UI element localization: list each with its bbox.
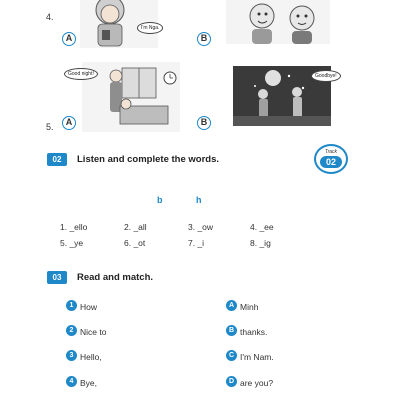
section-3-title: Read and match.: [77, 272, 154, 283]
option-b-item4[interactable]: B: [197, 32, 211, 46]
option-a-item5[interactable]: A: [62, 116, 76, 130]
track-number: 02: [320, 156, 342, 168]
option-b-item5[interactable]: B: [197, 116, 211, 130]
speech-bubble-good-night: Good night!: [64, 68, 98, 80]
letter-badge: B: [226, 325, 237, 336]
word-blank-4[interactable]: 4. _ee: [250, 222, 274, 232]
number-badge: 2: [66, 325, 77, 336]
word-blank-6[interactable]: 6. _ot: [124, 238, 146, 248]
match-right-text: I'm Nam.: [240, 352, 274, 362]
match-right-text: Minh: [240, 302, 259, 312]
letter-badge: C: [226, 350, 237, 361]
item-number-5: 5.: [46, 122, 54, 132]
word-blank-8[interactable]: 8. _ig: [250, 238, 271, 248]
word-blank-2[interactable]: 2. _all: [124, 222, 147, 232]
letter-badge: A: [226, 300, 237, 311]
match-left-text: Hello,: [80, 352, 102, 362]
option-a-item4[interactable]: A: [62, 32, 76, 46]
match-right-text: are you?: [240, 378, 274, 388]
section-2-number: 02: [47, 153, 67, 166]
match-left-text: Nice to: [80, 327, 107, 337]
section-3-number: 03: [47, 271, 67, 284]
word-blank-3[interactable]: 3. _ow: [188, 222, 214, 232]
number-badge: 4: [66, 376, 77, 387]
letter-h: h: [196, 195, 202, 205]
letter-b: b: [157, 195, 163, 205]
match-left-text: How: [80, 302, 98, 312]
word-blank-1[interactable]: 1. _ello: [60, 222, 88, 232]
picture-two-kids: [226, 0, 330, 44]
item-number-4: 4.: [46, 12, 54, 22]
word-blank-5[interactable]: 5. _ye: [60, 238, 84, 248]
number-badge: 3: [66, 350, 77, 361]
section-2-title: Listen and complete the words.: [77, 154, 219, 165]
speech-bubble-goodbye: Goodbye!: [311, 70, 341, 82]
match-right-text: thanks.: [240, 327, 268, 337]
track-badge[interactable]: [314, 144, 348, 174]
number-badge: 1: [66, 300, 77, 311]
word-blank-7[interactable]: 7. _i: [188, 238, 205, 248]
speech-bubble-nga: I'm Nga.: [137, 22, 163, 34]
track-label: Track: [324, 149, 338, 155]
match-left-text: Bye,: [80, 378, 98, 388]
letter-badge: D: [226, 376, 237, 387]
two-kids-illustration: [226, 0, 330, 44]
